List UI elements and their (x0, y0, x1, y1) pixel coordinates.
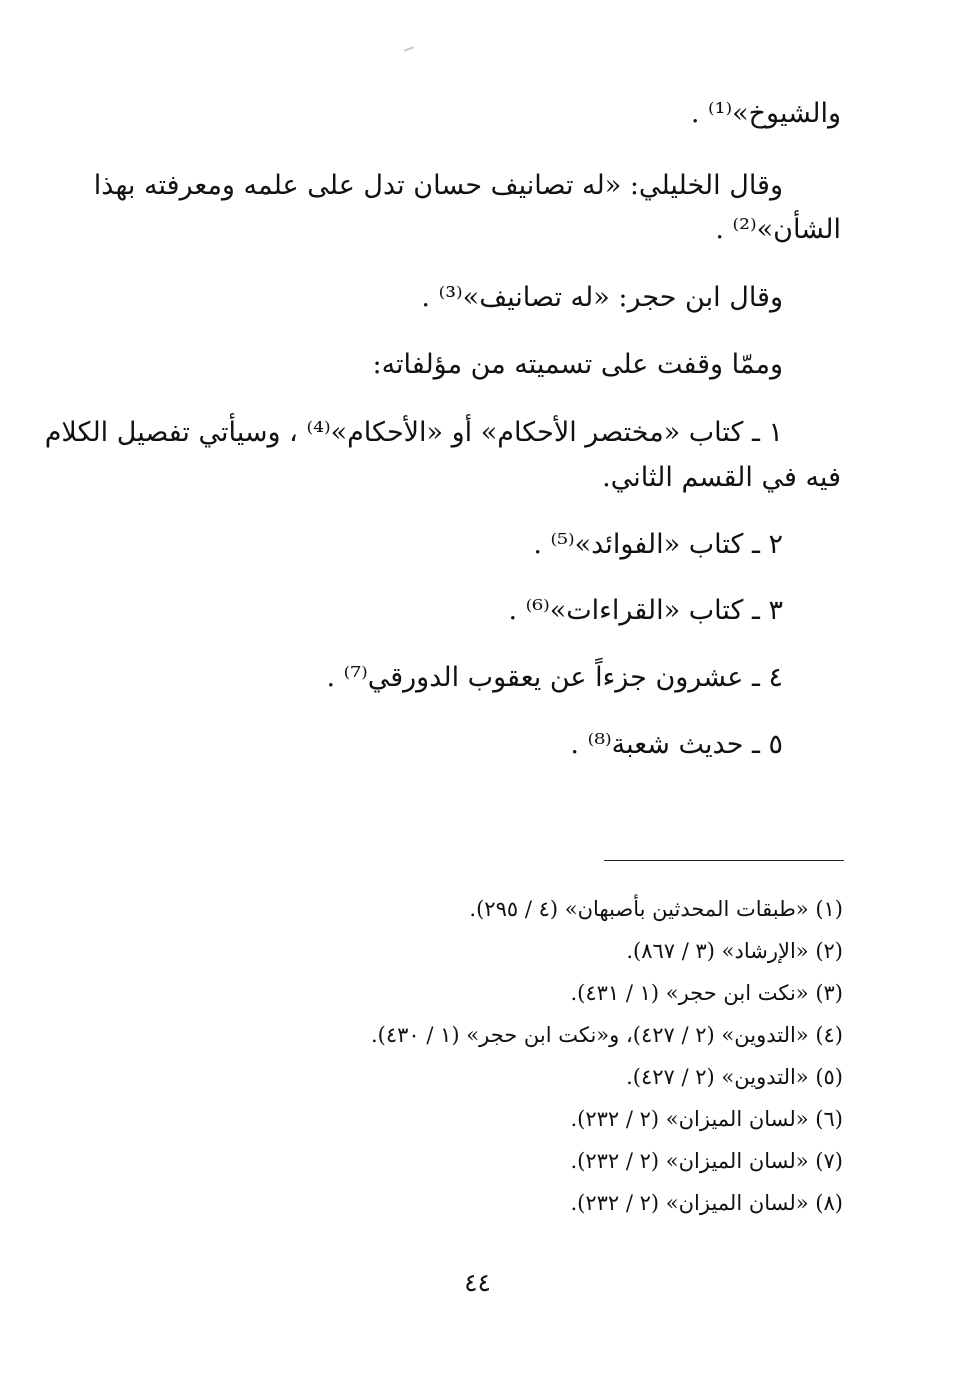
footnote-1: (١) «طبقات المحدثين بأصبهان» (٤ / ٢٩٥). (469, 897, 843, 921)
footnote-3: (٣) «نكت ابن حجر» (١ / ٤٣١). (570, 981, 843, 1005)
scan-speck (404, 46, 414, 51)
footnote-separator (604, 860, 844, 861)
body-line-1: والشيوخ»⁽¹⁾ . (690, 98, 841, 129)
body-line-8: ٢ ـ كتاب «الفوائد»⁽⁵⁾ . (533, 529, 783, 560)
footnote-5: (٥) «التدوين» (٢ / ٤٢٧). (626, 1065, 843, 1089)
body-line-5: وممّا وقفت على تسميته من مؤلفاته: (372, 349, 783, 380)
footnote-8: (٨) «لسان الميزان» (٢ / ٢٣٢). (570, 1191, 843, 1215)
footnote-6: (٦) «لسان الميزان» (٢ / ٢٣٢). (570, 1107, 843, 1131)
body-line-2: وقال الخليلي: «له تصانيف حسان تدل على علمه ومعرفته بهذا (93, 170, 783, 201)
body-line-6: ١ ـ كتاب «مختصر الأحكام» أو «الأحكام»⁽⁴⁾ ، وسيأتي تفصيل الكلام (44, 417, 783, 448)
body-line-10: ٤ ـ عشرون جزءاً عن يعقوب الدورقي⁽⁷⁾ . (326, 662, 783, 693)
body-line-3: الشأن»⁽²⁾ . (715, 214, 841, 245)
body-line-11: ٥ ـ حديث شعبة⁽⁸⁾ . (570, 729, 783, 760)
body-line-4: وقال ابن حجر: «له تصانيف»⁽³⁾ . (421, 282, 783, 313)
body-line-7: فيه في القسم الثاني. (602, 462, 841, 493)
body-line-9: ٣ ـ كتاب «القراءات»⁽⁶⁾ . (508, 595, 783, 626)
footnote-2: (٢) «الإرشاد» (٣ / ٨٦٧). (626, 939, 843, 963)
footnote-4: (٤) «التدوين» (٢ / ٤٢٧)، و«نكت ابن حجر» (١ / ٤٣٠). (370, 1023, 843, 1047)
footnote-7: (٧) «لسان الميزان» (٢ / ٢٣٢). (570, 1149, 843, 1173)
page-number: ٤٤ (464, 1268, 491, 1297)
